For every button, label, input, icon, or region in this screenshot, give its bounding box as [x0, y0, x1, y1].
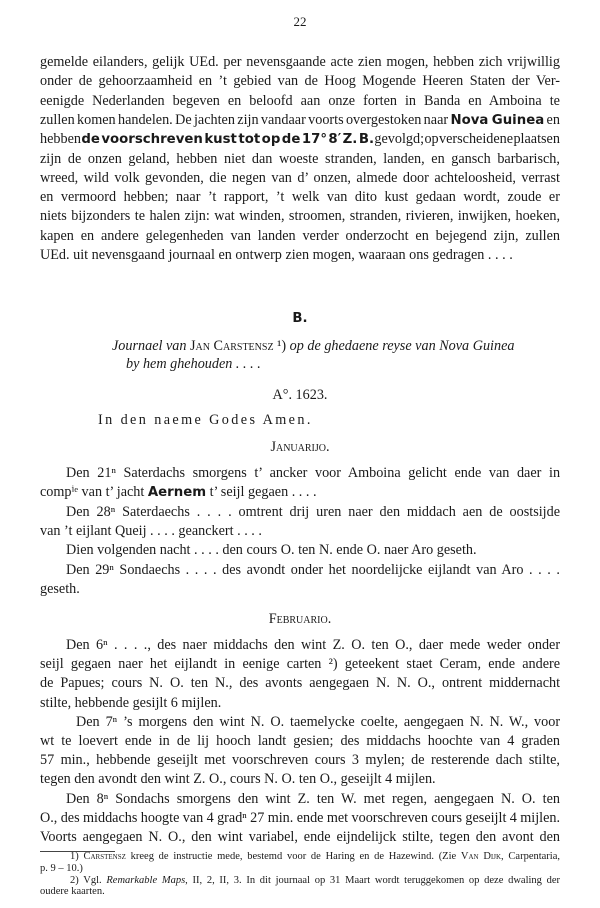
text-line	[40, 92, 560, 110]
text-line	[126, 355, 560, 373]
text-line	[40, 828, 560, 846]
text: niets bijzonders te halen zijn: wat winden, stroomen, stranden, rivieren, inwijken, hoeken,	[40, 208, 561, 225]
text: , Carpentaria,	[501, 851, 561, 862]
text: zullen komen handelen. De jachten zijn vandaar voorts overgestoken naar	[40, 111, 451, 128]
text-line	[40, 169, 560, 187]
text: gevolgd; op verscheidene plaatsen	[374, 131, 560, 148]
text: kreeg de instructie mede, bestemd voor de Haring en de Hazewind. (Zie	[125, 851, 461, 862]
bold-text: Aernem	[147, 485, 207, 501]
text: wreed, wild volk gevonden, die negen van d’ onzen, almede door achteloosheid, verrast	[40, 169, 560, 186]
text-line	[40, 227, 560, 245]
text-line	[66, 541, 560, 559]
text-line	[66, 464, 560, 482]
text-line	[66, 636, 560, 654]
text-line	[0, 438, 600, 456]
text-line	[40, 886, 560, 898]
text-line	[40, 655, 560, 673]
text: oudere kaarten.	[40, 886, 105, 898]
small-caps-text: Carstensz	[83, 851, 126, 862]
text: 1)	[70, 851, 84, 862]
text: , II, 2, II, 3. In dit journaal op 31 Maart wordt teruggekomen op deze dwaling der	[185, 874, 561, 886]
italic-text: Remarkable Maps	[106, 874, 186, 886]
text-line	[40, 580, 560, 598]
text: Den 7ⁿ ’s morgens den wint N. O. taemelycke coelte, aengegaen N. N. W., voor	[76, 713, 561, 730]
text: stilte, hebbende gesijlt 6 mijlen.	[40, 694, 222, 711]
text-line	[40, 751, 560, 769]
text-line	[40, 732, 560, 750]
small-caps-text: Januarijo.	[270, 439, 330, 455]
text-line	[40, 53, 560, 71]
text-line	[40, 150, 560, 168]
page-number: 22	[293, 14, 307, 29]
text: 57 min., hebbende geseijlt met voorschreven cours 3 mylen; de resterende dach stilte,	[40, 752, 560, 769]
text: en	[544, 111, 560, 128]
text-line	[40, 207, 560, 225]
text: p. 9 – 10.)	[40, 862, 83, 874]
text: de Papues; cours N. O. ten N., des avonts aengegaen N. N. O., ontrent middernacht	[40, 675, 561, 692]
bold-text: de voorschreven kust tot op de 17° 8′ Z. B.	[81, 132, 375, 148]
text-line	[0, 309, 600, 328]
text-line	[66, 790, 560, 808]
text-line	[98, 411, 560, 429]
text: UEd. uit nevensgaand journaal en ontwerp zien mogen, waaraan ons gedragen . . . .	[40, 247, 513, 263]
text-line	[66, 503, 560, 521]
text: Den 8ⁿ Sondachs smorgens den wint Z. ten W. met regen, aengegaen N. O. ten	[66, 790, 560, 807]
italic-text: by hem ghehouden . . . .	[126, 356, 261, 372]
text-line	[40, 770, 560, 788]
bold-text: Nova Guinea	[450, 112, 545, 128]
text-line	[70, 875, 560, 887]
text-line	[40, 809, 560, 827]
text-line	[40, 188, 560, 206]
text: zijn de onzen geland, hebben niet dan woeste stranden, landen, en gansch barbarisch,	[40, 150, 560, 167]
text: O., des middachs hoogte van 4 gradⁿ 27 min. ende met voorschreven cours geseijlt 4 mijlen.	[40, 809, 561, 826]
text: Voorts aengegaen N. O., den wint variabel, ende eijndelijck stilte, tegen den avont den	[40, 829, 561, 845]
text: t’ seijl gegaen . . . .	[206, 484, 317, 501]
text: Den 28ⁿ Saterdaechs . . . . omtrent drij uren naer den middach aen de oostsijde	[66, 503, 560, 520]
text: Den 29ⁿ Sondaechs . . . . des avondt onder het noordelijcke eijlandt van Aro . . . .	[66, 561, 560, 578]
text-line	[40, 130, 560, 149]
text: Den 21ⁿ Saterdachs smorgens t’ ancker voor Amboina gelicht ende van daer in	[66, 465, 561, 481]
text: en vermoord hebben; naar ’t rapport, ’t welk van dito kust gedaan wordt, zoude er	[40, 189, 560, 206]
text: geseth.	[40, 580, 80, 597]
small-caps-text: Jan Carstensz	[190, 338, 274, 354]
text: eenigde Nederlanden begeven en beloofd aan onze forten in Banda en Amboina te	[40, 92, 560, 109]
text: ¹)	[273, 338, 290, 354]
text: kapen en andere gelegenheden van landen verder onderzocht en bejegend zijn, zullen	[40, 227, 561, 244]
italic-text: op de ghedaene reyse van Nova Guinea	[289, 338, 515, 354]
text: compⁱᵉ van t’ jacht	[40, 484, 148, 501]
text: tegen den avondt den wint Z. O., cours N. O. ten O., geseijlt 4 mijlen.	[40, 771, 436, 788]
text-line	[40, 72, 560, 90]
text-line	[40, 674, 560, 692]
text: Dien volgenden nacht . . . . den cours O. ten N. ende O. naer Aro geseth.	[66, 542, 477, 559]
text: 2) Vgl.	[70, 874, 107, 886]
text: onder de gehoorzaamheid en ’t gebied van de Hoog Mogende Heeren Staten der Ver-	[40, 73, 561, 90]
text-line	[76, 713, 560, 731]
small-caps-text: Februario.	[268, 611, 332, 627]
text-line	[70, 851, 560, 863]
text-line	[40, 522, 560, 540]
text-line	[112, 337, 560, 355]
text: gemelde eilanders, gelijk UEd. per nevensgaande acte zien mogen, hebben zich vrijwillig	[40, 54, 560, 70]
text-line	[40, 111, 560, 130]
text-line	[0, 386, 600, 404]
text: wt te loevert ende in de lij hooch landt gesien; des middachs hoochte van 4 graden	[40, 733, 561, 749]
text: Den 6ⁿ . . . ., des naer middachs den wint Z. O. ten O., daer mede weder onder	[66, 637, 561, 653]
footnote-divider	[40, 851, 115, 852]
text-line	[66, 561, 560, 579]
text: In den naeme Godes Amen.	[98, 412, 313, 428]
italic-text: Journael van	[112, 338, 191, 354]
small-caps-text: Van Dijk	[460, 851, 502, 862]
text-line	[0, 610, 600, 628]
text: seijl gegaen naer het eijlandt in eenige carten ²) geteekent staet Ceram, ende andere	[40, 656, 561, 673]
text: A°. 1623.	[272, 387, 328, 403]
text-line	[40, 694, 560, 712]
text-line	[40, 863, 560, 875]
bold-text: B.	[292, 311, 308, 326]
text-line	[40, 246, 560, 264]
text: hebben	[40, 131, 82, 148]
text: van ’t eijlant Queij . . . . geanckert . . . .	[40, 522, 262, 539]
text-line	[40, 483, 560, 502]
